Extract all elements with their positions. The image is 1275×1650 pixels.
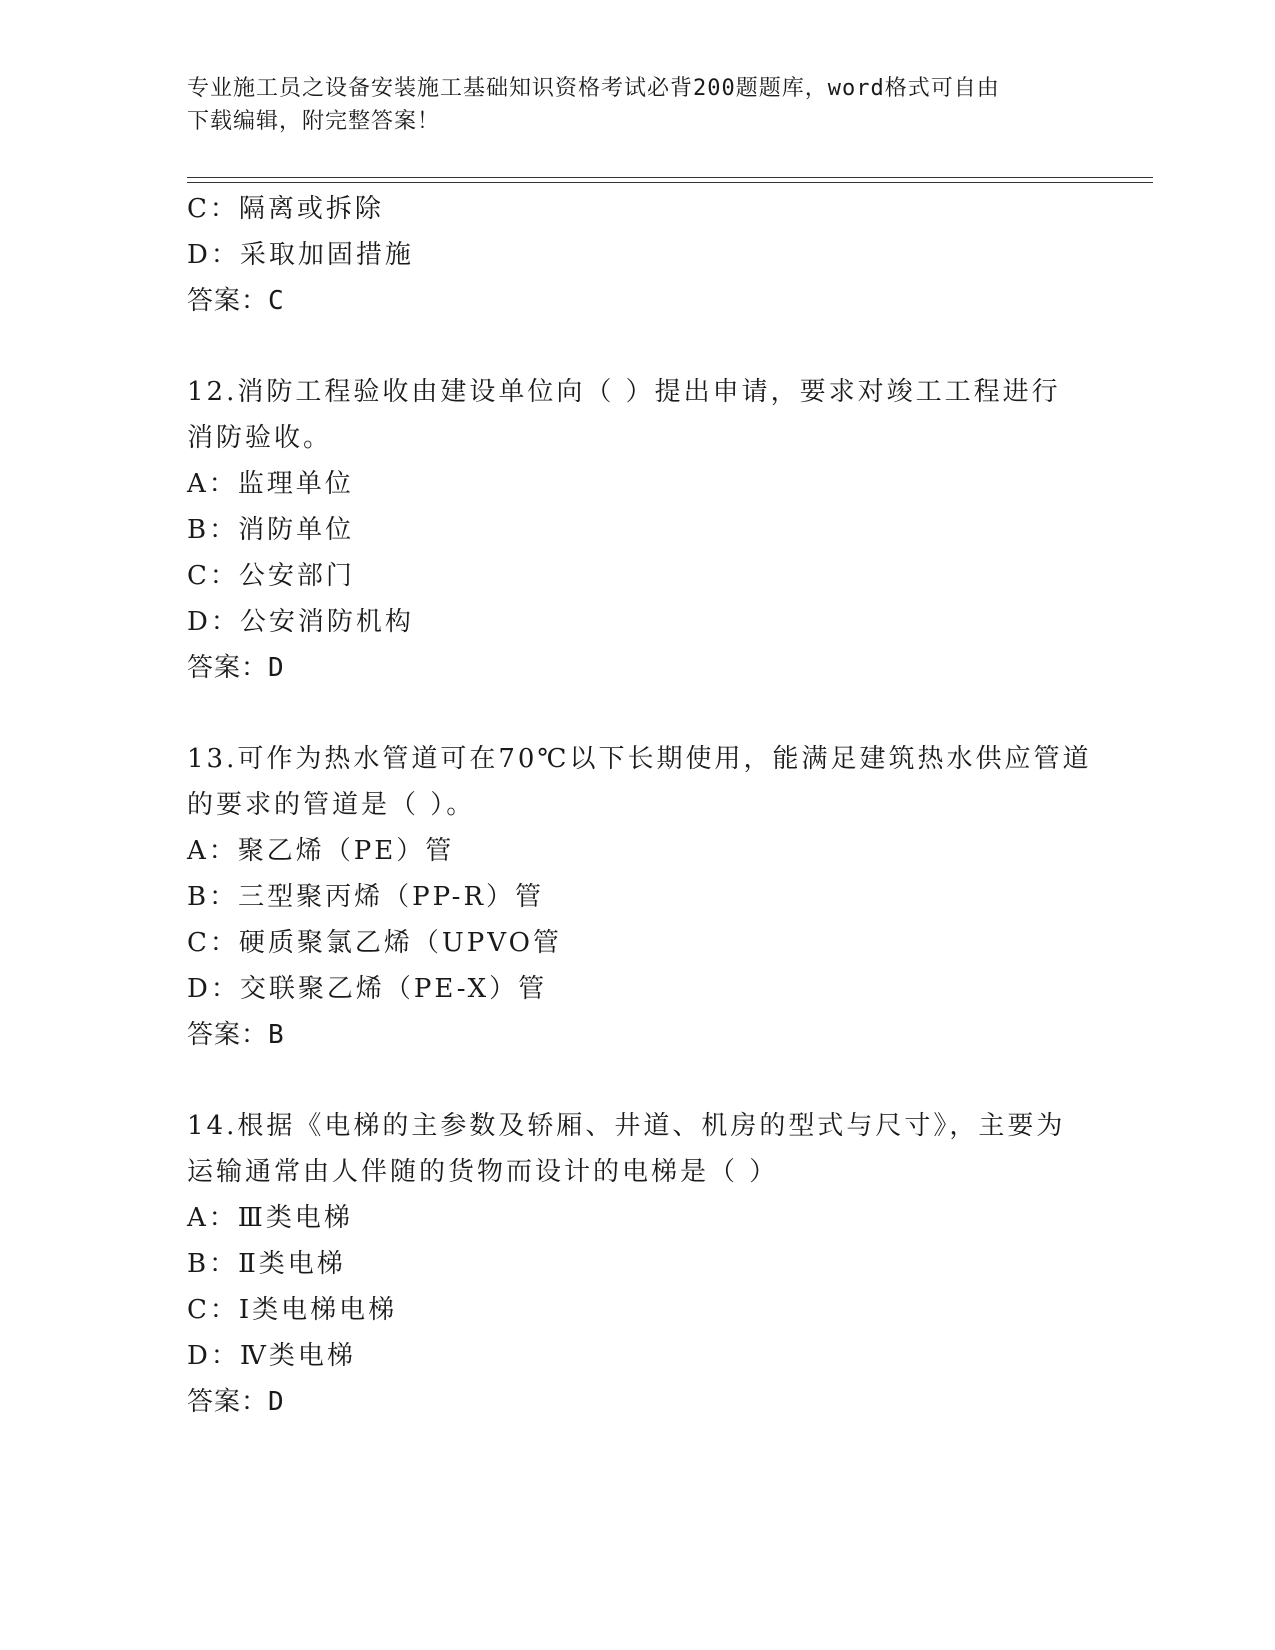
option-d: D：交联聚乙烯（PE-X）管 [187, 974, 548, 1004]
stem-line-1: 14.根据《电梯的主参数及轿厢、井道、机房的型式与尺寸》，主要为 [187, 1111, 1066, 1141]
header-divider-bottom [187, 182, 1153, 183]
answer-line [187, 1012, 1087, 1058]
answer-line [187, 278, 1087, 324]
answer-label: 答案： [187, 1387, 269, 1417]
answer-line [187, 1379, 1087, 1425]
header-line-2: 下载编辑，附完整答案！ [187, 109, 441, 134]
question-gap [187, 691, 1087, 736]
option-d: D：公安消防机构 [187, 607, 414, 637]
header-line-1: 专业施工员之设备安装施工基础知识资格考试必背200题题库，word格式可自由 [187, 76, 1000, 101]
question-stem [187, 1103, 1087, 1195]
stem-line-1: 12.消防工程验收由建设单位向（ ）提出申请，要求对竣工工程进行 [187, 377, 1061, 407]
option-a: A：聚乙烯（PE）管 [187, 836, 455, 866]
stem-line-1: 13.可作为热水管道可在70℃以下长期使用，能满足建筑热水供应管道 [187, 744, 1092, 774]
question-14 [187, 1103, 1087, 1425]
answer-value: B [268, 1020, 285, 1050]
option-c: C：隔离或拆除 [187, 194, 384, 224]
option-a: A：Ⅲ类电梯 [187, 1203, 353, 1233]
question-gap [187, 324, 1087, 369]
question-gap [187, 1058, 1087, 1103]
answer-value: D [268, 653, 285, 683]
document-header [187, 72, 1087, 138]
option-b: B：消防单位 [187, 515, 355, 545]
answer-label: 答案： [187, 286, 269, 316]
answer-label: 答案： [187, 653, 269, 683]
option-c: C：Ⅰ类电梯电梯 [187, 1295, 398, 1325]
answer-value: D [268, 1387, 285, 1417]
option-b: B：三型聚丙烯（PP-R）管 [187, 882, 545, 912]
question-13 [187, 736, 1092, 1058]
answer-line [187, 645, 1087, 691]
option-a: A：监理单位 [187, 469, 354, 499]
question-12 [187, 369, 1087, 691]
option-c: C：硬质聚氯乙烯（UPVO管 [187, 928, 562, 958]
option-d: D：采取加固措施 [187, 240, 414, 270]
stem-line-2: 运输通常由人伴随的货物而设计的电梯是（ ） [187, 1157, 779, 1187]
answer-label: 答案： [187, 1020, 269, 1050]
question-content [187, 186, 1092, 1425]
question-stem [187, 369, 1087, 461]
stem-line-2: 消防验收。 [187, 423, 333, 453]
option-b: B：Ⅱ类电梯 [187, 1249, 346, 1279]
question-stem [187, 736, 1092, 828]
header-divider-top [187, 177, 1153, 178]
answer-value: C [268, 286, 285, 316]
option-d: D：Ⅳ类电梯 [187, 1341, 356, 1371]
continued-question [187, 186, 1087, 324]
option-c: C：公安部门 [187, 561, 355, 591]
stem-line-2: 的要求的管道是（ ）。 [187, 790, 476, 820]
